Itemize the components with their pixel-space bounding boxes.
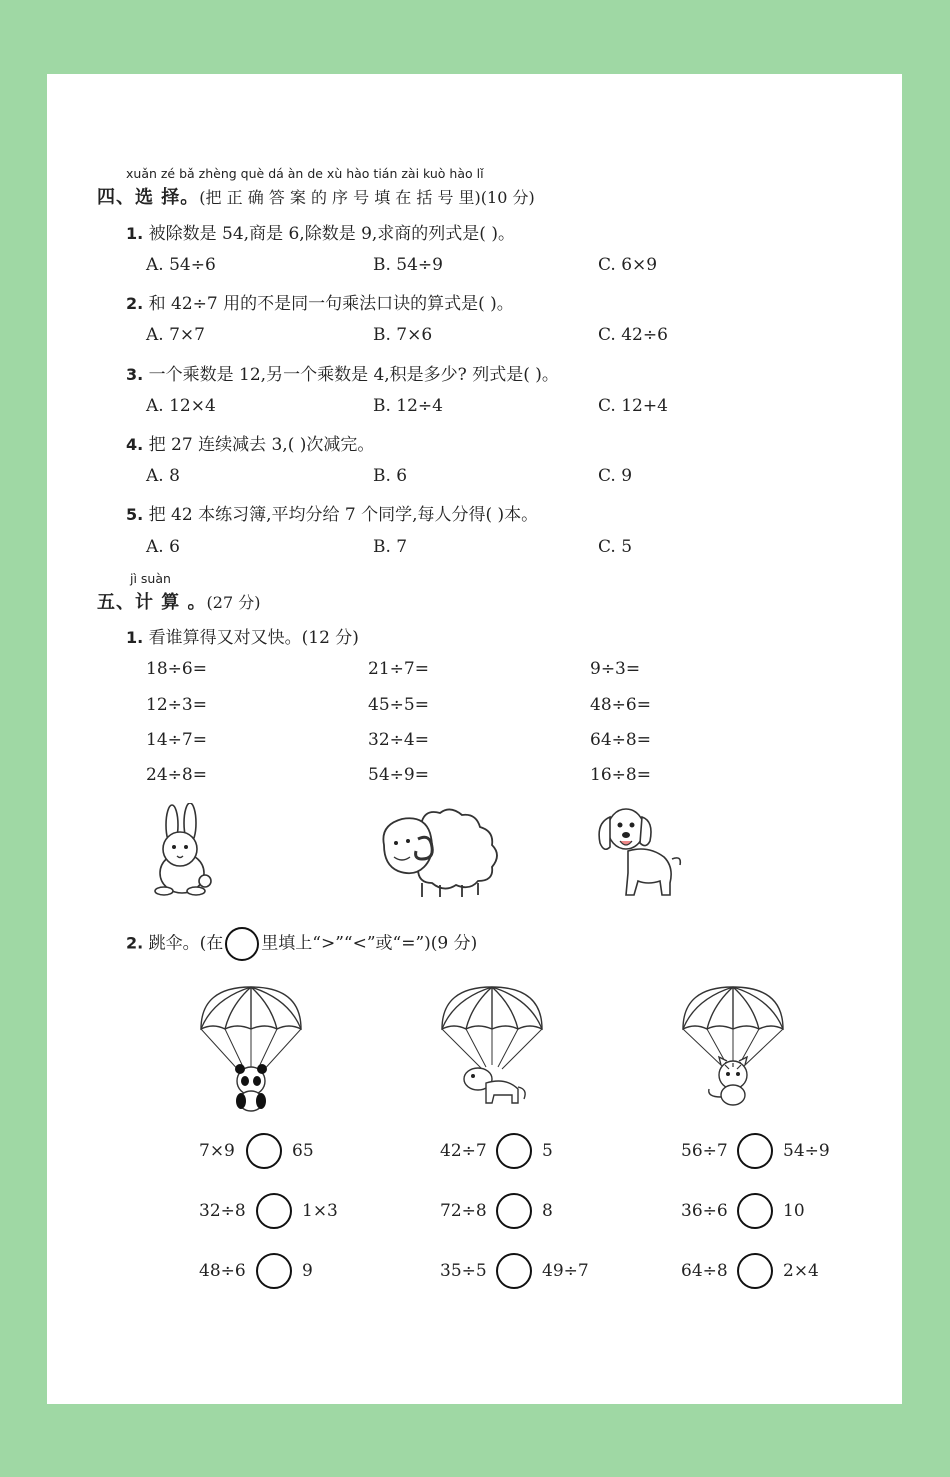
question-4 bbox=[126, 430, 374, 455]
compare-circle-input[interactable] bbox=[737, 1253, 773, 1289]
question-text: 把 27 连续减去 3,( )次减完。 bbox=[148, 435, 375, 455]
calc-item[interactable]: 18÷6= bbox=[146, 659, 207, 679]
question-number: 1. bbox=[126, 224, 144, 243]
q3-option-a[interactable]: A. 12×4 bbox=[146, 396, 216, 416]
section4-title: 四、选 择。 bbox=[97, 187, 200, 208]
parachute-horse-icon bbox=[438, 985, 546, 1107]
question-number: 4. bbox=[126, 435, 144, 454]
calc-item[interactable]: 54÷9= bbox=[368, 765, 429, 785]
question-number: 2. bbox=[126, 294, 144, 313]
rabbit-icon bbox=[150, 803, 220, 898]
compare-right: 54÷9 bbox=[783, 1141, 830, 1161]
section5-pinyin: jì suàn bbox=[130, 571, 171, 586]
q4-option-a[interactable]: A. 8 bbox=[146, 466, 180, 486]
question-number: 2. bbox=[126, 933, 144, 953]
compare-left: 42÷7 bbox=[440, 1141, 487, 1161]
compare-right: 1×3 bbox=[302, 1201, 338, 1221]
q1-option-b[interactable]: B. 54÷9 bbox=[373, 255, 443, 275]
compare-circle-input[interactable] bbox=[496, 1193, 532, 1229]
parachute-panda-icon bbox=[197, 985, 305, 1113]
question-number: 3. bbox=[126, 365, 144, 384]
compare-right: 5 bbox=[542, 1141, 553, 1161]
section4-pinyin: xuǎn zé bǎ zhèng què dá àn de xù hào tián zài kuò hào lǐ bbox=[126, 166, 484, 181]
q4-option-c[interactable]: C. 9 bbox=[598, 466, 633, 486]
compare-left: 7×9 bbox=[199, 1141, 235, 1161]
compare-left: 36÷6 bbox=[681, 1201, 728, 1221]
compare-right: 49÷7 bbox=[542, 1261, 589, 1281]
calc-item[interactable]: 32÷4= bbox=[368, 730, 429, 750]
calc-part2-title bbox=[126, 927, 477, 961]
compare-right: 10 bbox=[783, 1201, 805, 1221]
part-title-before: 跳伞。(在 bbox=[148, 933, 224, 954]
calc-item[interactable]: 48÷6= bbox=[590, 695, 651, 715]
compare-circle-input[interactable] bbox=[737, 1133, 773, 1169]
section4-instruction: (把 正 确 答 案 的 序 号 填 在 括 号 里)(10 分) bbox=[199, 188, 535, 207]
compare-circle-input[interactable] bbox=[737, 1193, 773, 1229]
compare-left: 48÷6 bbox=[199, 1261, 246, 1281]
calc-item[interactable]: 64÷8= bbox=[590, 730, 651, 750]
compare-circle-input[interactable] bbox=[256, 1253, 292, 1289]
question-3 bbox=[126, 360, 559, 385]
question-number: 1. bbox=[126, 628, 144, 647]
calc-item[interactable]: 16÷8= bbox=[590, 765, 651, 785]
calc-item[interactable]: 21÷7= bbox=[368, 659, 429, 679]
question-5 bbox=[126, 500, 538, 525]
question-text: 一个乘数是 12,另一个乘数是 4,积是多少? 列式是( )。 bbox=[148, 365, 559, 385]
q3-option-c[interactable]: C. 12+4 bbox=[598, 396, 668, 416]
compare-circle-input[interactable] bbox=[496, 1253, 532, 1289]
calc-part1-title bbox=[126, 623, 359, 648]
circle-icon bbox=[225, 927, 259, 961]
dog-icon bbox=[598, 803, 683, 898]
calc-item[interactable]: 12÷3= bbox=[146, 695, 207, 715]
question-1 bbox=[126, 219, 515, 244]
compare-circle-input[interactable] bbox=[246, 1133, 282, 1169]
calc-item[interactable]: 14÷7= bbox=[146, 730, 207, 750]
section5-heading bbox=[97, 588, 260, 614]
compare-circle-input[interactable] bbox=[496, 1133, 532, 1169]
q2-option-a[interactable]: A. 7×7 bbox=[146, 325, 205, 345]
q5-option-b[interactable]: B. 7 bbox=[373, 537, 408, 557]
calc-item[interactable]: 45÷5= bbox=[368, 695, 429, 715]
compare-left: 72÷8 bbox=[440, 1201, 487, 1221]
part-title: 看谁算得又对又快。(12 分) bbox=[148, 628, 359, 648]
q2-option-b[interactable]: B. 7×6 bbox=[373, 325, 433, 345]
calc-item[interactable]: 9÷3= bbox=[590, 659, 641, 679]
section5-score: (27 分) bbox=[206, 593, 261, 612]
compare-right: 2×4 bbox=[783, 1261, 819, 1281]
q1-option-a[interactable]: A. 54÷6 bbox=[146, 255, 216, 275]
parachute-tiger-icon bbox=[679, 985, 787, 1107]
compare-right: 9 bbox=[302, 1261, 313, 1281]
compare-left: 32÷8 bbox=[199, 1201, 246, 1221]
question-number: 5. bbox=[126, 505, 144, 524]
compare-right: 8 bbox=[542, 1201, 553, 1221]
question-2 bbox=[126, 289, 514, 314]
q3-option-b[interactable]: B. 12÷4 bbox=[373, 396, 443, 416]
compare-circle-input[interactable] bbox=[256, 1193, 292, 1229]
q5-option-a[interactable]: A. 6 bbox=[146, 537, 180, 557]
q5-option-c[interactable]: C. 5 bbox=[598, 537, 633, 557]
part-title-after: 里填上“>”“<”或“=”)(9 分) bbox=[261, 933, 478, 954]
question-text: 把 42 本练习簿,平均分给 7 个同学,每人分得( )本。 bbox=[148, 505, 539, 525]
compare-left: 35÷5 bbox=[440, 1261, 487, 1281]
q1-option-c[interactable]: C. 6×9 bbox=[598, 255, 658, 275]
q4-option-b[interactable]: B. 6 bbox=[373, 466, 408, 486]
section5-title: 五、计 算 。 bbox=[97, 592, 207, 613]
q2-option-c[interactable]: C. 42÷6 bbox=[598, 325, 668, 345]
compare-left: 56÷7 bbox=[681, 1141, 728, 1161]
question-text: 被除数是 54,商是 6,除数是 9,求商的列式是( )。 bbox=[148, 224, 515, 244]
section4-heading bbox=[97, 183, 535, 209]
compare-left: 64÷8 bbox=[681, 1261, 728, 1281]
compare-right: 65 bbox=[292, 1141, 314, 1161]
calc-item[interactable]: 24÷8= bbox=[146, 765, 207, 785]
sheep-icon bbox=[370, 805, 505, 900]
question-text: 和 42÷7 用的不是同一句乘法口诀的算式是( )。 bbox=[148, 294, 514, 314]
